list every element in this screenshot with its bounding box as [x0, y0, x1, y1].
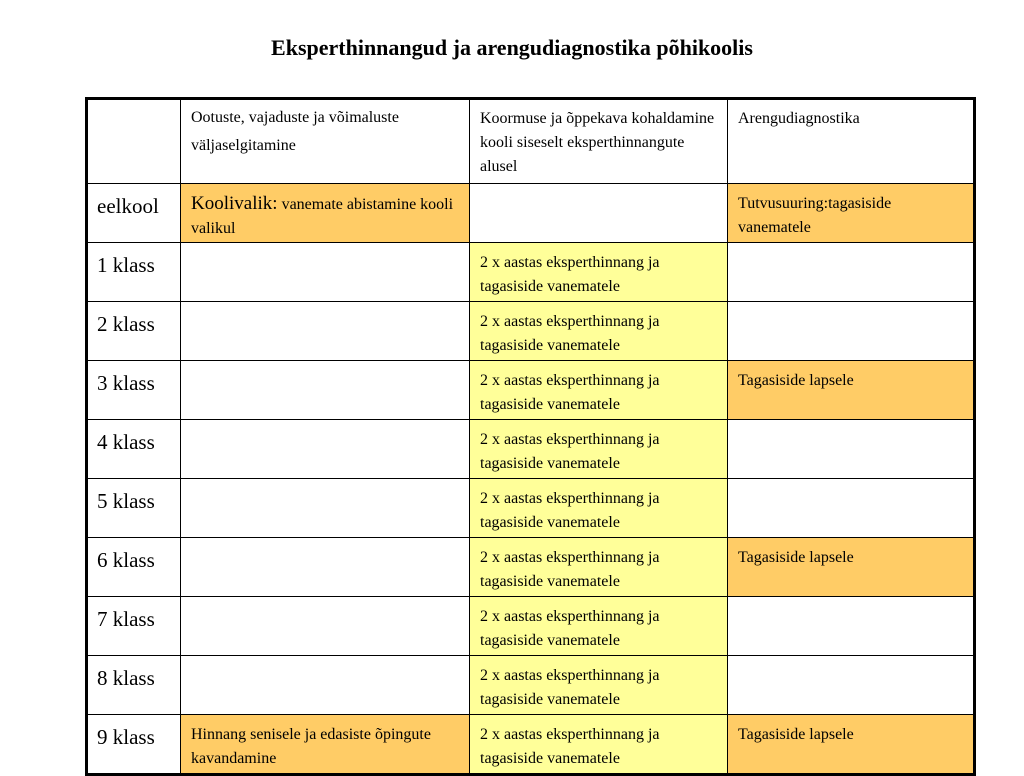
cell-diagnostics: Tutvusuuring:tagasiside vanematele — [728, 184, 975, 243]
table-row-4-klass — [87, 420, 975, 479]
row-label: 8 klass — [87, 656, 181, 715]
cell-workload — [470, 184, 728, 243]
row-label: eelkool — [87, 184, 181, 243]
cell-workload: 2 x aastas eksperthinnang ja tagasiside vanematele — [470, 656, 728, 715]
cell-expectations — [181, 361, 470, 420]
cell-workload: 2 x aastas eksperthinnang ja tagasiside vanematele — [470, 715, 728, 775]
cell-workload: 2 x aastas eksperthinnang ja tagasiside vanematele — [470, 243, 728, 302]
cell-expectations — [181, 302, 470, 361]
cell-expectations — [181, 420, 470, 479]
row-label: 9 klass — [87, 715, 181, 775]
cell-workload: 2 x aastas eksperthinnang ja tagasiside vanematele — [470, 538, 728, 597]
page-title: Eksperthinnangud ja arengudiagnostika põhikoolis — [271, 35, 753, 60]
row-label: 2 klass — [87, 302, 181, 361]
header-corner-cell — [87, 99, 181, 184]
table-row-9-klass — [87, 715, 975, 775]
row-label: 4 klass — [87, 420, 181, 479]
cell-expectations — [181, 597, 470, 656]
cell-expectations — [181, 184, 470, 243]
row-label: 1 klass — [87, 243, 181, 302]
cell-expectations — [181, 656, 470, 715]
table-row-eelkool — [87, 184, 975, 243]
diagnostics-table — [85, 97, 976, 776]
header-diagnostics: Arengudiagnostika — [728, 99, 975, 184]
cell-expectations — [181, 479, 470, 538]
cell-diagnostics — [728, 479, 975, 538]
table-row-1-klass — [87, 243, 975, 302]
cell-expectations-rest: vanemate abistamine kooli valikul — [191, 196, 454, 237]
table-row-8-klass — [87, 656, 975, 715]
table-row-2-klass — [87, 302, 975, 361]
cell-workload: 2 x aastas eksperthinnang ja tagasiside vanematele — [470, 420, 728, 479]
row-label: 5 klass — [87, 479, 181, 538]
table-header-row — [87, 99, 975, 184]
table-row-5-klass — [87, 479, 975, 538]
cell-workload: 2 x aastas eksperthinnang ja tagasiside vanematele — [470, 361, 728, 420]
header-workload: Koormuse ja õppekava kohaldamine kooli siseselt eksperthinnangute alusel — [470, 99, 728, 184]
cell-expectations — [181, 243, 470, 302]
cell-workload: 2 x aastas eksperthinnang ja tagasiside vanematele — [470, 479, 728, 538]
cell-diagnostics — [728, 597, 975, 656]
cell-expectations-main: Koolivalik: — [191, 193, 278, 214]
cell-diagnostics — [728, 420, 975, 479]
cell-diagnostics — [728, 302, 975, 361]
cell-diagnostics: Tagasiside lapsele — [728, 538, 975, 597]
cell-diagnostics — [728, 243, 975, 302]
table-row-3-klass — [87, 361, 975, 420]
cell-workload: 2 x aastas eksperthinnang ja tagasiside vanematele — [470, 302, 728, 361]
table-row-6-klass — [87, 538, 975, 597]
row-label: 6 klass — [87, 538, 181, 597]
table-row-7-klass — [87, 597, 975, 656]
cell-diagnostics — [728, 656, 975, 715]
row-label: 3 klass — [87, 361, 181, 420]
cell-expectations — [181, 538, 470, 597]
cell-workload: 2 x aastas eksperthinnang ja tagasiside vanematele — [470, 597, 728, 656]
cell-diagnostics: Tagasiside lapsele — [728, 715, 975, 775]
header-expectations: Ootuste, vajaduste ja võimaluste väljaselgitamine — [181, 99, 470, 184]
row-label: 7 klass — [87, 597, 181, 656]
cell-expectations: Hinnang senisele ja edasiste õpingute kavandamine — [181, 715, 470, 775]
cell-diagnostics: Tagasiside lapsele — [728, 361, 975, 420]
